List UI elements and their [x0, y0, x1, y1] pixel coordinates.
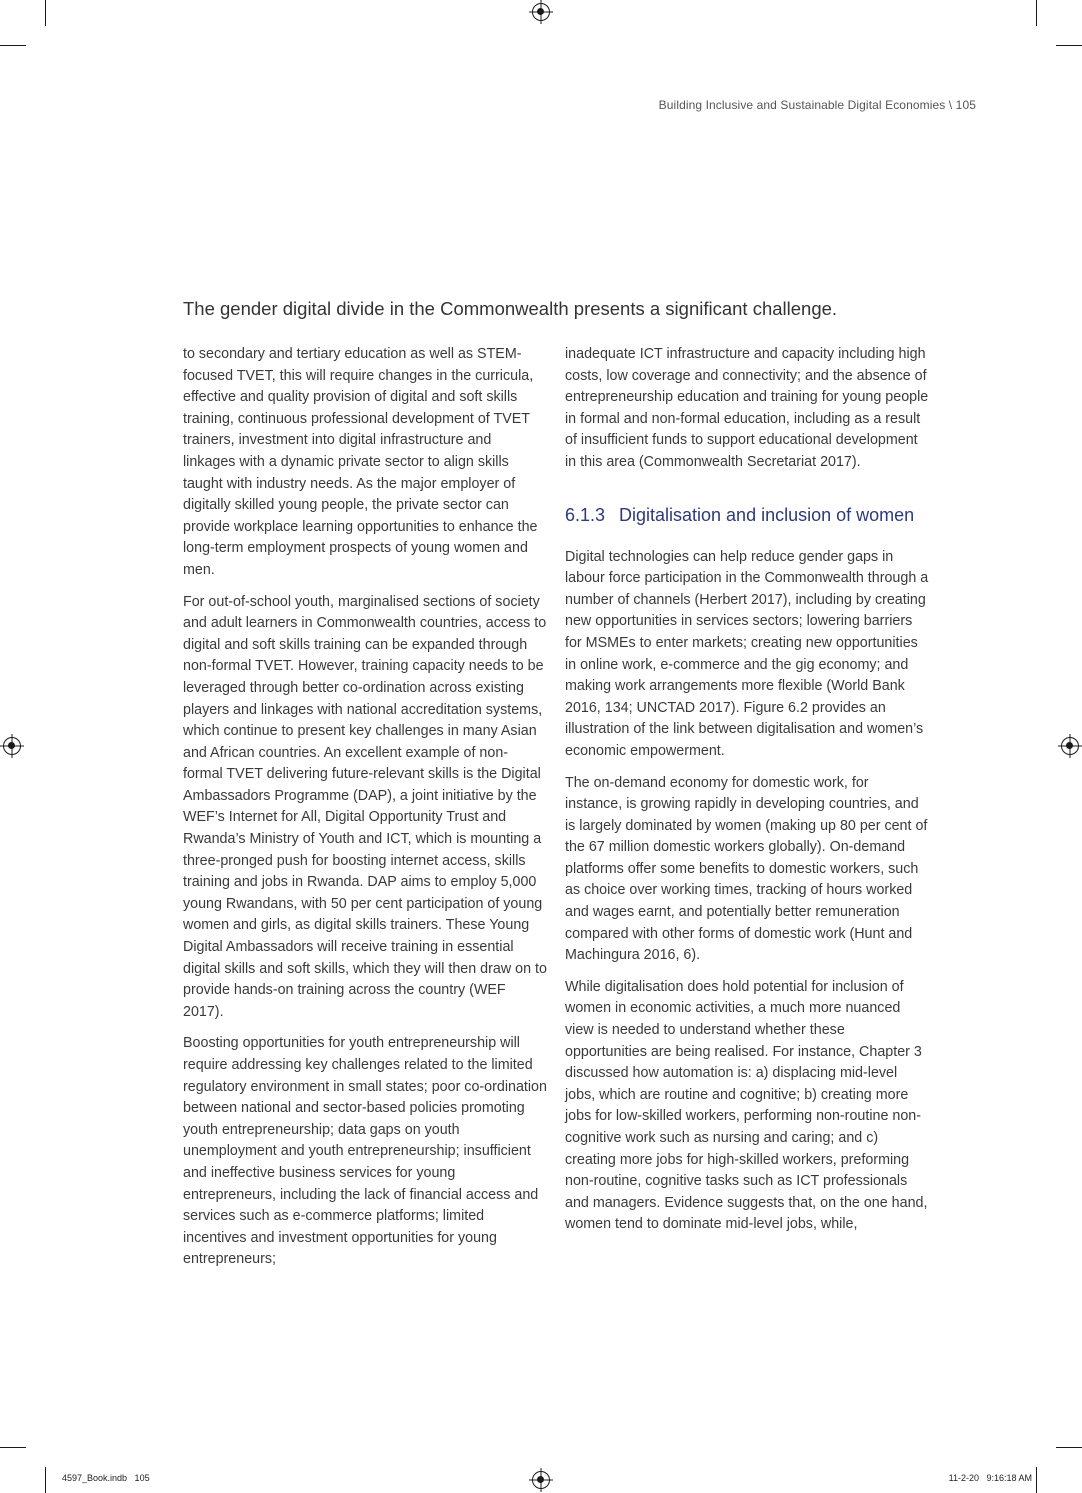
- body-paragraph: Digital technologies can help reduce gender gaps in labour force participation in the Commonwealth through a number of channels (Herbert 2017), including by creating new opportunities in services sectors; lowering barriers for MSMEs to enter markets; creating new opportunities in online work, e-commerce and the gig economy; and making work arrangements more flexible (World Bank 2016, 134; UNCTAD 2017). Figure 6.2 provides an illustration of the link between digitalisation and women’s economic empowerment.: [565, 548, 929, 759]
- section-title: Digitalisation and inclusion of women: [619, 504, 915, 525]
- crop-mark: [45, 0, 46, 26]
- crop-mark: [45, 1467, 46, 1493]
- running-head: Building Inclusive and Sustainable Digital Economies \ 105: [658, 98, 976, 112]
- registration-mark-icon: [3, 737, 21, 755]
- body-paragraph: to secondary and tertiary education as well as STEM-focused TVET, this will require changes in the curricula, effective and quality provision of digital and soft skills training, continuous professional development of TVET trainers, investment into digital infrastructure and linkages with a dynamic private sector to align skills taught with industry needs. As the major employer of digitally skilled young people, the private sector can provide workplace learning opportunities to enhance the long-term employment prospects of young women and men.: [183, 346, 538, 578]
- body-paragraph: While digitalisation does hold potential for inclusion of women in economic activities, a much more nuanced view is needed to understand whether these opportunities are being realised. For instance, Chapter 3 discussed how automation is: a) displacing mid-level jobs, which are routine and cognitive; b) creating more jobs for low-skilled workers, performing non-routine non-cognitive work such as nursing and caring; and c) creating more jobs for high-skilled workers, preforming non-routine, cognitive tasks such as ICT professionals and managers. Evidence suggests that, on the one hand, women tend to dominate mid-level jobs, while,: [565, 978, 928, 1233]
- left-column: [183, 344, 547, 1281]
- pull-quote: The gender digital divide in the Commonwealth presents a significant challenge.: [183, 298, 838, 319]
- registration-mark-icon: [532, 3, 550, 21]
- print-timestamp: 11-2-20 9:16:18 AM: [948, 1473, 1032, 1483]
- body-paragraph: inadequate ICT infrastructure and capacity including high costs, low coverage and connectivity; and the absence of entrepreneurship education and training for young people in formal and non-formal education, including as a result of insufficient funds to support educational development in this area (Commonwealth Secretariat 2017).: [565, 346, 929, 470]
- registration-mark-icon: [532, 1471, 550, 1489]
- crop-mark: [1036, 0, 1037, 26]
- file-slug: 4597_Book.indb 105: [62, 1473, 150, 1483]
- crop-mark: [0, 1447, 26, 1448]
- section-heading: [565, 505, 929, 526]
- crop-mark: [1036, 1467, 1037, 1493]
- body-paragraph: The on-demand economy for domestic work, for instance, is growing rapidly in developing countries, and is largely dominated by women (making up 80 per cent of the 67 million domestic workers globally). On-demand platforms offer some benefits to domestic workers, such as choice over working times, tracking of hours worked and wages earnt, and potentially better remuneration compared with other forms of domestic work (Hunt and Machingura 2016, 6).: [565, 774, 928, 964]
- crop-mark: [1056, 1447, 1082, 1448]
- registration-mark-icon: [1061, 737, 1079, 755]
- body-paragraph: For out-of-school youth, marginalised sections of society and adult learners in Commonwealth countries, access to digital and soft skills training can be expanded through non-formal TVET. However, training capacity needs to be leveraged through better co-ordination across existing players and linkages with national accreditation systems, which continue to present key challenges in many Asian and African countries. An excellent example of non-formal TVET delivering future-relevant skills is the Digital Ambassadors Programme (DAP), a joint initiative by the WEF’s Internet for All, Digital Opportunity Trust and Rwanda’s Ministry of Youth and ICT, which is mounting a three-pronged push for boosting internet access, skills training and jobs in Rwanda. DAP aims to employ 5,000 young Rwandans, with 50 per cent participation of young women and girls, as digital skills trainers. These Young Digital Ambassadors will receive training in essential digital skills and soft skills, which they will then draw on to provide hands-on training across the country (WEF 2017).: [183, 593, 547, 1020]
- section-number: 6.1.3: [565, 504, 606, 525]
- right-column: [565, 344, 929, 1246]
- crop-mark: [0, 45, 26, 46]
- crop-mark: [1056, 45, 1082, 46]
- body-paragraph: Boosting opportunities for youth entrepreneurship will require addressing key challenges related to the limited regulatory environment in small states; poor co-ordination between national and sector-based policies promoting youth entrepreneurship; data gaps on youth unemployment and youth entrepreneurship; insufficient and ineffective business services for young entrepreneurs, including the lack of financial access and services such as e-commerce platforms; limited incentives and investment opportunities for young entrepreneurs;: [183, 1035, 547, 1268]
